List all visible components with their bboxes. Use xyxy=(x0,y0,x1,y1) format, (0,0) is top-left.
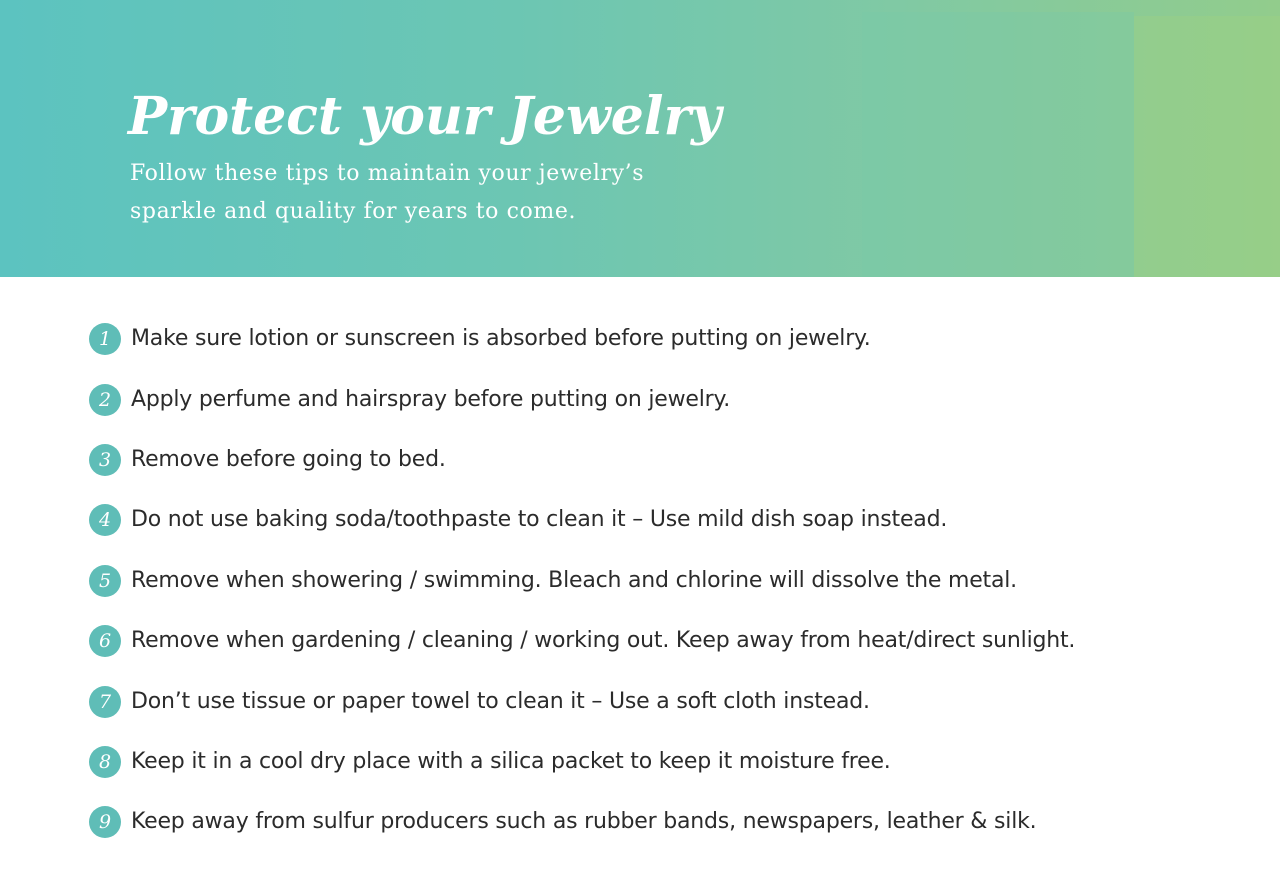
tips-list xyxy=(89,309,1075,853)
tip-text: Remove before going to bed. xyxy=(131,446,446,472)
tip-item xyxy=(89,611,1075,671)
tip-text: Keep away from sulfur producers such as rubber bands, newspapers, leather & silk. xyxy=(131,809,1037,835)
tip-text: Keep it in a cool dry place with a silica packet to keep it moisture free. xyxy=(131,748,891,774)
tip-number-badge: 7 xyxy=(89,686,121,718)
header-decor-panel-right xyxy=(1134,16,1280,277)
tip-item xyxy=(89,430,1075,490)
tip-item xyxy=(89,369,1075,429)
subtitle-line: Follow these tips to maintain your jewelry’s xyxy=(130,161,645,186)
tip-number-badge: 9 xyxy=(89,806,121,838)
tip-text: Make sure lotion or sunscreen is absorbed before putting on jewelry. xyxy=(131,326,871,352)
tip-text: Remove when showering / swimming. Bleach and chlorine will dissolve the metal. xyxy=(131,567,1017,593)
tip-number-badge: 6 xyxy=(89,625,121,657)
tip-item xyxy=(89,490,1075,550)
tip-text: Do not use baking soda/toothpaste to clean it – Use mild dish soap instead. xyxy=(131,507,948,533)
tip-item xyxy=(89,551,1075,611)
tip-item xyxy=(89,309,1075,369)
page-subtitle xyxy=(130,155,730,231)
tip-text: Remove when gardening / cleaning / working out. Keep away from heat/direct sunlight. xyxy=(131,628,1076,654)
tip-number-badge: 3 xyxy=(89,444,121,476)
header-decor-panel xyxy=(862,12,1134,277)
tip-item xyxy=(89,732,1075,792)
tip-number-badge: 4 xyxy=(89,504,121,536)
tip-text: Apply perfume and hairspray before putting on jewelry. xyxy=(131,386,731,412)
tip-number-badge: 2 xyxy=(89,384,121,416)
tip-number-badge: 1 xyxy=(89,323,121,355)
tip-number-badge: 5 xyxy=(89,565,121,597)
tip-item xyxy=(89,671,1075,731)
tip-item xyxy=(89,792,1075,852)
tip-text: Don’t use tissue or paper towel to clean it – Use a soft cloth instead. xyxy=(131,688,870,714)
page-title: Protect your Jewelry xyxy=(128,86,722,147)
tip-number-badge: 8 xyxy=(89,746,121,778)
header-banner xyxy=(0,0,1280,277)
subtitle-line: sparkle and quality for years to come. xyxy=(130,199,577,224)
